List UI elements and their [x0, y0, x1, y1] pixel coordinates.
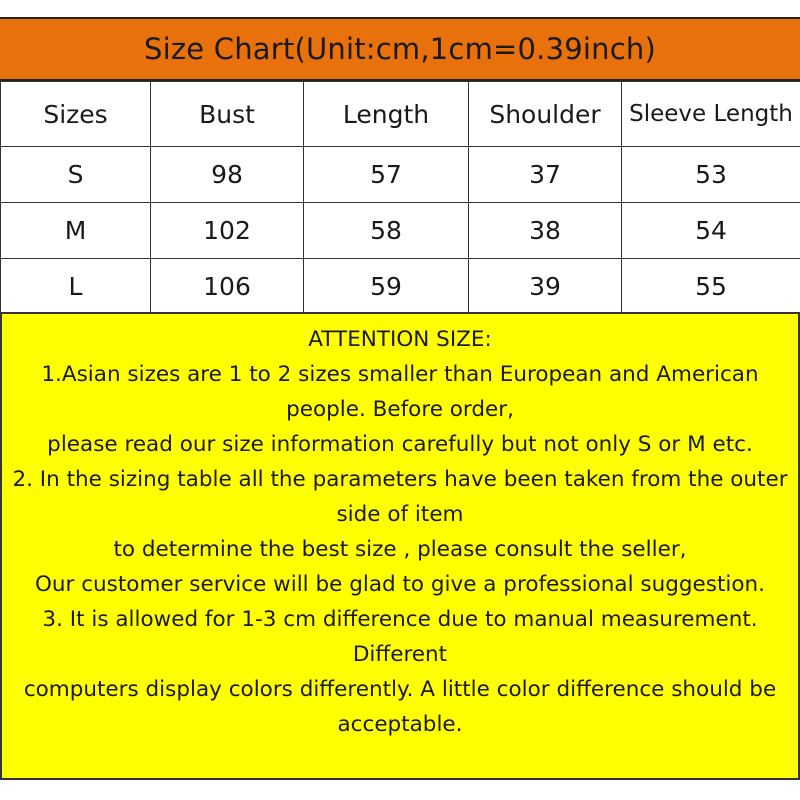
table-header-row [1, 82, 800, 147]
size-table [0, 81, 800, 315]
cell-shoulder: 37 [469, 147, 622, 203]
header-length: Length [304, 82, 469, 147]
notice-line: 3. It is allowed for 1-3 cm difference due to manual measurement. Different [42, 607, 758, 667]
cell-shoulder: 38 [469, 203, 622, 259]
table-row [1, 147, 800, 203]
header-sizes: Sizes [1, 82, 151, 147]
header-sleeve-length: Sleeve Length [622, 82, 800, 147]
cell-sleeve-length: 54 [622, 203, 800, 259]
cell-sleeve-length: 53 [622, 147, 800, 203]
cell-length: 57 [304, 147, 469, 203]
cell-length: 58 [304, 203, 469, 259]
cell-bust: 98 [151, 147, 304, 203]
header-bust: Bust [151, 82, 304, 147]
notice-line: Our customer service will be glad to give a professional suggestion. [35, 572, 765, 597]
cell-sleeve-length: 55 [622, 259, 800, 315]
cell-shoulder: 39 [469, 259, 622, 315]
notice-heading: ATTENTION SIZE: [308, 327, 492, 352]
cell-length: 59 [304, 259, 469, 315]
cell-size: M [1, 203, 151, 259]
cell-bust: 106 [151, 259, 304, 315]
notice-line: 1.Asian sizes are 1 to 2 sizes smaller than European and American people. Before order, [41, 362, 759, 422]
bottom-margin [0, 780, 800, 800]
cell-size: S [1, 147, 151, 203]
header-shoulder: Shoulder [469, 82, 622, 147]
cell-bust: 102 [151, 203, 304, 259]
table-row [1, 203, 800, 259]
attention-notice [0, 312, 800, 780]
notice-line: computers display colors differently. A little color difference should be acceptable. [23, 677, 777, 737]
notice-line: to determine the best size , please consult the seller, [113, 537, 687, 562]
cell-size: L [1, 259, 151, 315]
notice-line: 2. In the sizing table all the parameters have been taken from the outer side of item [12, 467, 788, 527]
table-row [1, 259, 800, 315]
size-chart-title: Size Chart(Unit:cm,1cm=0.39inch) [0, 17, 800, 81]
notice-line: please read our size information carefully but not only S or M etc. [47, 432, 753, 457]
